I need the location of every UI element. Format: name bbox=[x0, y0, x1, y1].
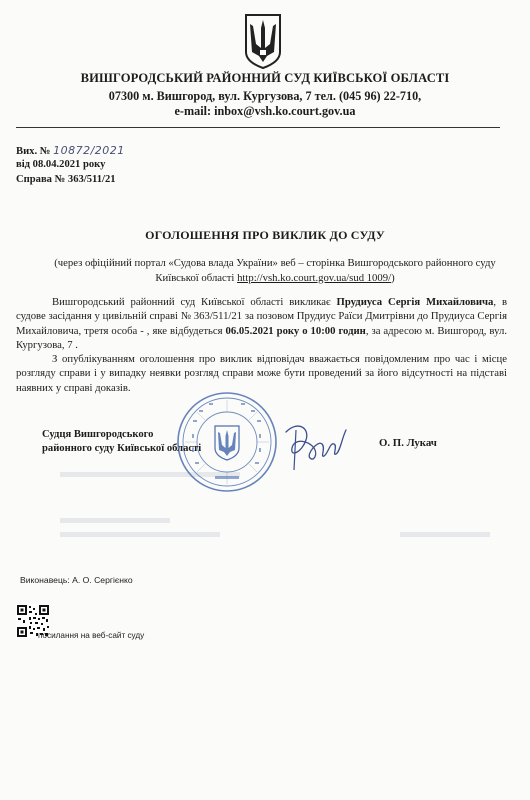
summons-body bbox=[16, 295, 507, 395]
summons-paragraph: Вишгородський районний суд Київської області викликає Прудиуса Сергія Михайловича, в судове засідання у цивільній справі № 363/511/21 за позовом Прудиус Раїси Дмитрівни до Прудиуса Сергія Михайловича, третя особа - , яке відбудеться 06.05.2021 року о 10:00 годин, за адресою м. Вишгород, вул. Кургузова, 7 . bbox=[16, 296, 507, 351]
qr-code-label[interactable]: посилання на веб-сайт суду bbox=[38, 631, 145, 640]
signature-icon bbox=[276, 418, 350, 476]
outgoing-number bbox=[16, 144, 125, 157]
portal-lead: (через офіційний портал «Судова влада України» веб – сторінка Вишгородського районного суду Київської області bbox=[54, 257, 496, 284]
court-address: 07300 м. Вишгород, вул. Кургузова, 7 тел. (045 96) 22-710, bbox=[108, 89, 422, 103]
header-divider bbox=[16, 127, 500, 128]
judge-name: О. П. Лукач bbox=[379, 437, 437, 449]
judge-title bbox=[42, 428, 201, 456]
outgoing-number-handwritten: 10872/2021 bbox=[53, 144, 125, 157]
bleed-through-mark bbox=[400, 532, 490, 537]
portal-link[interactable]: http://vsh.ko.court.gov.ua/sud 1009/ bbox=[237, 271, 392, 284]
portal-note bbox=[40, 256, 510, 285]
outgoing-label: Вих. № bbox=[16, 146, 51, 157]
court-email: e-mail: inbox@vsh.ko.court.gov.ua bbox=[174, 104, 356, 118]
judge-title-line1: Судця Вишгородського bbox=[42, 429, 154, 440]
notice-paragraph: З опублікуванням оголошення про виклик відповідач вважається повідомленим про час і місце розгляду справи і у випадку неявки розгляд справи може бути проведений за його відсутності на підставі наявних у справі доказів. bbox=[16, 353, 507, 394]
portal-tail: ) bbox=[391, 271, 395, 284]
court-name: ВИШГОРОДСЬКИЙ РАЙОННИЙ СУД КИЇВСЬКОЇ ОБЛАСТІ bbox=[80, 71, 450, 85]
bleed-through-mark bbox=[60, 518, 170, 523]
coat-of-arms-icon bbox=[243, 12, 283, 70]
case-number: Справа № 363/511/21 bbox=[16, 174, 116, 185]
hearing-datetime: 06.05.2021 року о 10:00 годин bbox=[225, 324, 366, 337]
bleed-through-mark bbox=[60, 532, 220, 537]
document-title: ОГОЛОШЕННЯ ПРО ВИКЛИК ДО СУДУ bbox=[145, 228, 385, 242]
outgoing-date: від 08.04.2021 року bbox=[16, 159, 106, 170]
defendant-name: Прудиуса Сергія Михайловича bbox=[336, 296, 494, 308]
executor-line: Виконавець: А. О. Сергієнко bbox=[20, 575, 133, 585]
judge-title-line2: районного суду Київської області bbox=[42, 443, 202, 454]
